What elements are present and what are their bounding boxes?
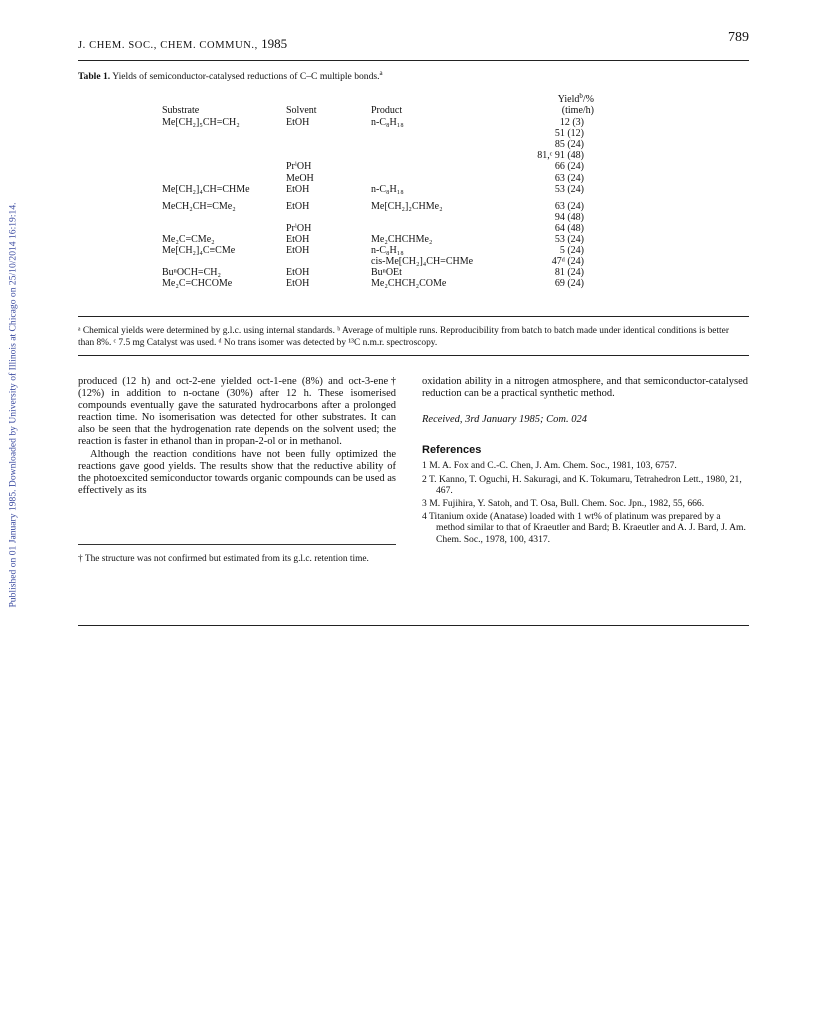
reference-item: 2 T. Kanno, T. Oguchi, H. Sakuragi, and K. Tokumaru, Tetrahedron Lett., 1980, 21, 467. (422, 473, 742, 496)
received-line: Received, 3rd January 1985; Com. 024 (422, 414, 587, 426)
left-paragraph-2: Although the reaction conditions have not been fully optimized the reactions gave good yields. The results show that the reductive ability of the photoexcited semiconductor towards organic compounds can be used as effectively as its (78, 448, 396, 496)
cell-solvent: EtOH (286, 200, 310, 212)
cell-product: BuⁿOEt (371, 267, 402, 279)
journal-year: 1985 (261, 36, 288, 51)
cell-substrate: Me₂C=CMe₂ (162, 234, 215, 245)
table-row (78, 245, 749, 256)
product-header: Product (371, 105, 403, 116)
table-header-row-1 (78, 94, 749, 105)
cell-yield: 94 (48) (554, 211, 584, 223)
time-header: (time/h) (561, 105, 594, 116)
cell-product: cis-Me[CH₂]₄CH=CHMe (371, 256, 474, 268)
table-row (78, 139, 749, 150)
left-paragraph-1: produced (12 h) and oct-2-ene yielded oct-1-ene (8%) and oct-3-ene† (12%) in addition to n-octane (30%) after 12 h. These isomerised compounds eventually gave the saturated hydrocarbons after a prolonged reaction time. No isomerisation was detected for other substrates. It can also be seen that the hydrogenation rate depends on the solvent used; the reaction is faster in ethanol than in propan-2-ol or in methanol. (78, 376, 396, 448)
substrate-header: Substrate (162, 105, 200, 116)
table-row (78, 117, 749, 128)
download-notice (0, 170, 26, 640)
cell-solvent: EtOH (286, 245, 310, 257)
cell-solvent: PrⁱOH (286, 222, 312, 234)
cell-substrate: Me₂C=CHCOMe (162, 278, 233, 290)
cell-solvent: EtOH (286, 117, 310, 128)
cell-substrate: BuⁿOCH=CH₂ (162, 267, 221, 279)
table-header-row-2 (78, 105, 749, 116)
table-caption-text: Yields of semiconductor-catalysed reductions of C–C multiple bonds. (110, 71, 380, 82)
bottom-rule (78, 625, 749, 626)
solvent-header: Solvent (286, 105, 317, 116)
cell-product: n-C₈H₁₈ (371, 245, 404, 257)
cell-yield: 53 (24) (554, 234, 584, 245)
cell-product: Me₂CHCH₂COMe (371, 278, 447, 290)
cell-yield: 12 (3) (559, 117, 584, 128)
cell-yield: 64 (48) (554, 222, 584, 234)
cell-product: Me[CH₂]₂CHMe₂ (371, 200, 443, 212)
cell-product: n-C₈H₁₈ (371, 183, 404, 195)
table-row (78, 256, 749, 267)
cell-substrate: Me[CH₂]₅CH=CH₂ (162, 117, 240, 128)
running-head (78, 36, 287, 52)
page-number: 789 (728, 30, 749, 45)
table-row (78, 278, 749, 289)
right-column (422, 376, 748, 547)
cell-yield: 51 (12) (554, 128, 584, 140)
cell-yield: 63 (24) (554, 200, 584, 212)
table-row (78, 161, 749, 172)
reference-item: 4 Titanium oxide (Anatase) loaded with 1 wt% of platinum was prepared by a method similar to that of Kraeutler and Bard; B. Kraeutler and A. J. Bard, J. Am. Chem. Soc., 1978, 100, 4317. (422, 511, 746, 545)
cell-yield: 85 (24) (554, 139, 584, 151)
cell-yield: 81 (24) (554, 267, 584, 279)
table-row (78, 184, 749, 195)
dagger-footnote: † The structure was not confirmed but estimated from its g.l.c. retention time. (78, 554, 369, 564)
references-heading: References (422, 444, 482, 457)
download-notice-text: Published on 01 January 1985. Downloaded by University of Illinois at Chicago on 25/10/2014 16:19:14. (7, 202, 19, 608)
cell-substrate: Me[CH₂]₄CH=CHMe (162, 183, 250, 195)
reference-item: 1 M. A. Fox and C.-C. Chen, J. Am. Chem. Soc., 1981, 103, 6757. (422, 460, 677, 472)
cell-solvent: EtOH (286, 234, 310, 245)
right-paragraph-1: oxidation ability in a nitrogen atmosphere, and that semiconductor-catalysed reduction can be a practical synthetic method. (422, 376, 748, 400)
cell-product: Me₂CHCHMe₂ (371, 234, 433, 245)
table-row (78, 150, 749, 161)
cell-substrate: MeCH₂CH=CMe₂ (162, 200, 236, 212)
yield-header: Yield$^b$/% (557, 92, 594, 105)
footnote-rule (78, 544, 396, 545)
cell-yield: 53 (24) (554, 183, 584, 195)
cell-substrate: Me[CH₂]₄C≡CMe (162, 245, 236, 257)
table-rule (78, 316, 749, 317)
references-list (422, 460, 748, 544)
table-row (78, 201, 749, 212)
cell-product: n-C₈H₁₈ (371, 117, 404, 128)
cell-solvent: PrⁱOH (286, 161, 312, 173)
cell-yield: 66 (24) (554, 161, 584, 173)
left-column (78, 376, 396, 497)
cell-yield: 47ᵈ (24) (551, 256, 584, 268)
table-row (78, 212, 749, 223)
top-rule (78, 60, 749, 61)
table-footnote: ᵃ Chemical yields were determined by g.l.c. using internal standards. ᵇ Average of multiple runs. Reproducibility from batch to batch made under identical conditions is better than 8%. ᶜ 7.5 mg Catalyst was used. ᵈ No trans isomer was detected by ¹³C n.m.r. spectroscopy. (78, 326, 729, 348)
table-row (78, 173, 749, 184)
cell-yield: 81,ᶜ 91 (48) (537, 150, 584, 162)
table-row (78, 267, 749, 278)
reference-item: 3 M. Fujihira, Y. Satoh, and T. Osa, Bull. Chem. Soc. Jpn., 1982, 55, 666. (422, 497, 705, 509)
table-row (78, 128, 749, 139)
journal-name: J. CHEM. SOC., CHEM. COMMUN., (78, 40, 262, 51)
cell-yield: 69 (24) (554, 278, 584, 290)
cell-yield: 63 (24) (554, 172, 584, 184)
cell-solvent: EtOH (286, 267, 310, 279)
table-caption-mark: a (379, 69, 383, 77)
table-caption-label: Table 1. (78, 71, 111, 82)
table-bottom-rule (78, 355, 749, 356)
cell-solvent: EtOH (286, 183, 310, 195)
table-row (78, 234, 749, 245)
table-caption (78, 71, 383, 82)
cell-yield: 5 (24) (559, 245, 584, 257)
cell-solvent: MeOH (286, 172, 314, 184)
table-row (78, 223, 749, 234)
cell-solvent: EtOH (286, 278, 310, 290)
